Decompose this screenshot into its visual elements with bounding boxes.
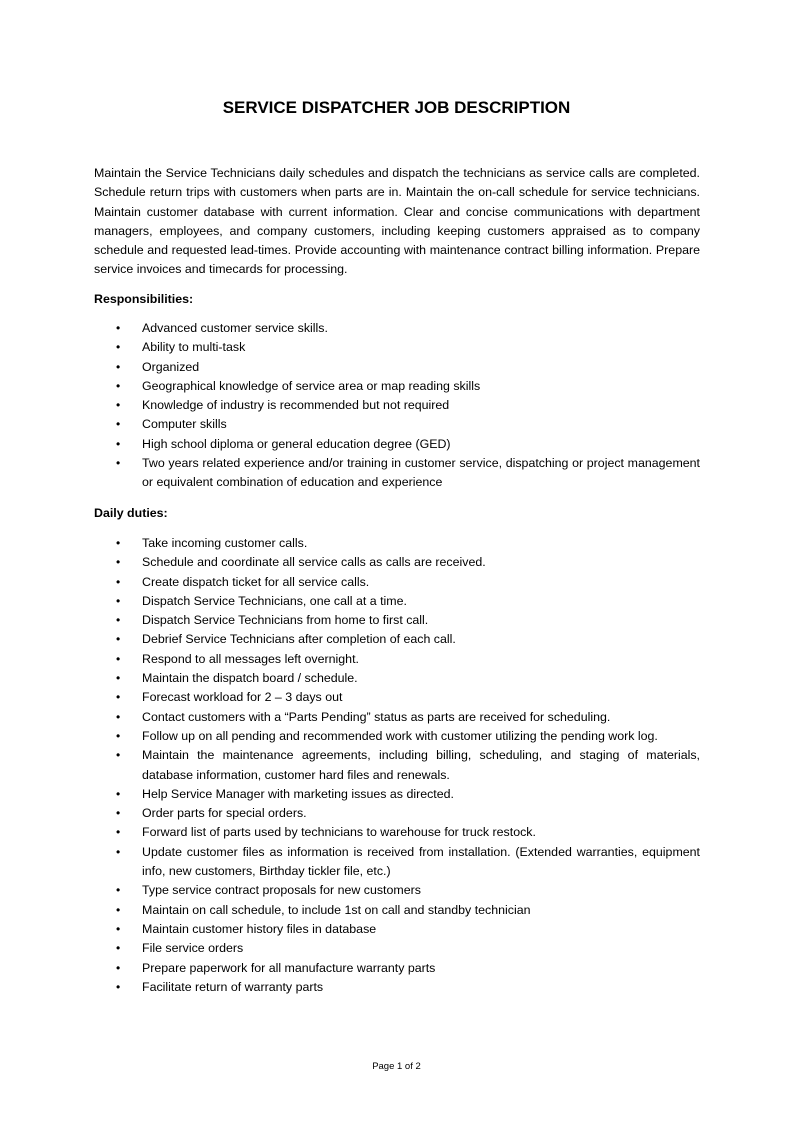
bullet-icon: • [116,378,121,393]
bullet-icon: • [116,613,121,628]
list-item: • Organized [94,358,700,377]
bullet-icon: • [116,321,121,335]
list-item: • Advanced customer service skills. [94,319,700,338]
list-item: • High school diploma or general education degree (GED) [94,435,700,454]
list-item: • Debrief Service Technicians after completion of each call. [94,630,700,649]
list-item: • Create dispatch ticket for all service calls. [94,573,700,592]
bullet-icon: • [116,748,121,763]
bullet-icon: • [116,574,121,589]
bullet-icon: • [116,941,121,956]
list-item: • Prepare paperwork for all manufacture warranty parts [94,959,700,978]
document-title: SERVICE DISPATCHER JOB DESCRIPTION [222,98,571,117]
list-item: • Geographical knowledge of service area or map reading skills [94,377,700,396]
daily-duties-heading: Daily duties: [94,506,168,520]
list-item: • Ability to multi-task [94,338,700,357]
bullet-icon: • [116,340,121,355]
responsibilities-list [94,319,700,493]
list-item: • Knowledge of industry is recommended but not required [94,396,700,415]
bullet-icon: • [116,921,121,936]
list-item: • Dispatch Service Technicians, one call at a time. [94,592,700,611]
list-item: • File service orders [94,939,700,958]
bullet-icon: • [116,632,121,647]
list-item: • Contact customers with a “Parts Pending” status as parts are received for scheduling. [94,708,700,727]
bullet-icon: • [116,709,121,724]
bullet-icon: • [116,960,121,975]
bullet-icon: • [116,359,121,374]
list-item: • Facilitate return of warranty parts [94,978,700,997]
bullet-icon: • [116,417,121,432]
bullet-icon: • [116,825,121,840]
list-item: • Dispatch Service Technicians from home to first call. [94,611,700,630]
list-item: • Maintain on call schedule, to include 1st on call and standby technician [94,901,700,920]
daily-duties-list [94,534,700,997]
intro-paragraph: Maintain the Service Technicians daily schedules and dispatch the technicians as service calls are completed. Schedule return trips with customers when parts are in. Maintain the on-call schedule for service technicians. Maintain customer database with current information. Clear and concise communications with department managers, employees, and company customers, including keeping customers appraised as to company schedule and requested lead-times. Provide accounting with maintenance contract billing information. Prepare service invoices and timecards for processing. [94,166,700,277]
list-item: • Take incoming customer calls. [94,534,700,553]
bullet-icon: • [116,883,121,898]
bullet-icon: • [116,398,121,413]
list-item: • Maintain the maintenance agreements, including billing, scheduling, and staging of materials, database information, customer hard files and renewals. [116,748,700,782]
bullet-icon: • [116,806,121,821]
bullet-icon: • [116,979,121,994]
list-item: • Follow up on all pending and recommended work with customer utilizing the pending work log. [94,727,700,746]
bullet-icon: • [116,456,121,471]
list-item: • Forward list of parts used by technicians to warehouse for truck restock. [94,823,700,842]
bullet-icon: • [116,728,121,743]
bullet-icon: • [116,555,121,570]
list-item: • Maintain customer history files in database [94,920,700,939]
list-item: • Two years related experience and/or training in customer service, dispatching or project management or equivalent combination of education and experience [116,456,700,490]
list-item: • Respond to all messages left overnight. [94,650,700,669]
bullet-icon: • [116,593,121,608]
list-item: • Maintain the dispatch board / schedule. [94,669,700,688]
bullet-icon: • [116,651,121,666]
bullet-icon: • [116,536,121,550]
bullet-icon: • [116,786,121,801]
page-number: Page 1 of 2 [372,1061,421,1072]
list-item: • Schedule and coordinate all service calls as calls are received. [94,553,700,572]
bullet-icon: • [116,671,121,686]
list-item: • Forecast workload for 2 – 3 days out [94,688,700,707]
bullet-icon: • [116,902,121,917]
bullet-icon: • [116,690,121,705]
list-item: • Help Service Manager with marketing issues as directed. [94,785,700,804]
list-item: • Computer skills [94,415,700,434]
bullet-icon: • [116,844,121,859]
list-item: • Type service contract proposals for new customers [94,881,700,900]
list-item: • Update customer files as information is received from installation. (Extended warranties, equipment info, new customers, Birthday tickler file, etc.) [116,844,700,879]
bullet-icon: • [116,436,121,451]
responsibilities-heading: Responsibilities: [94,292,194,306]
list-item: • Order parts for special orders. [94,804,700,823]
